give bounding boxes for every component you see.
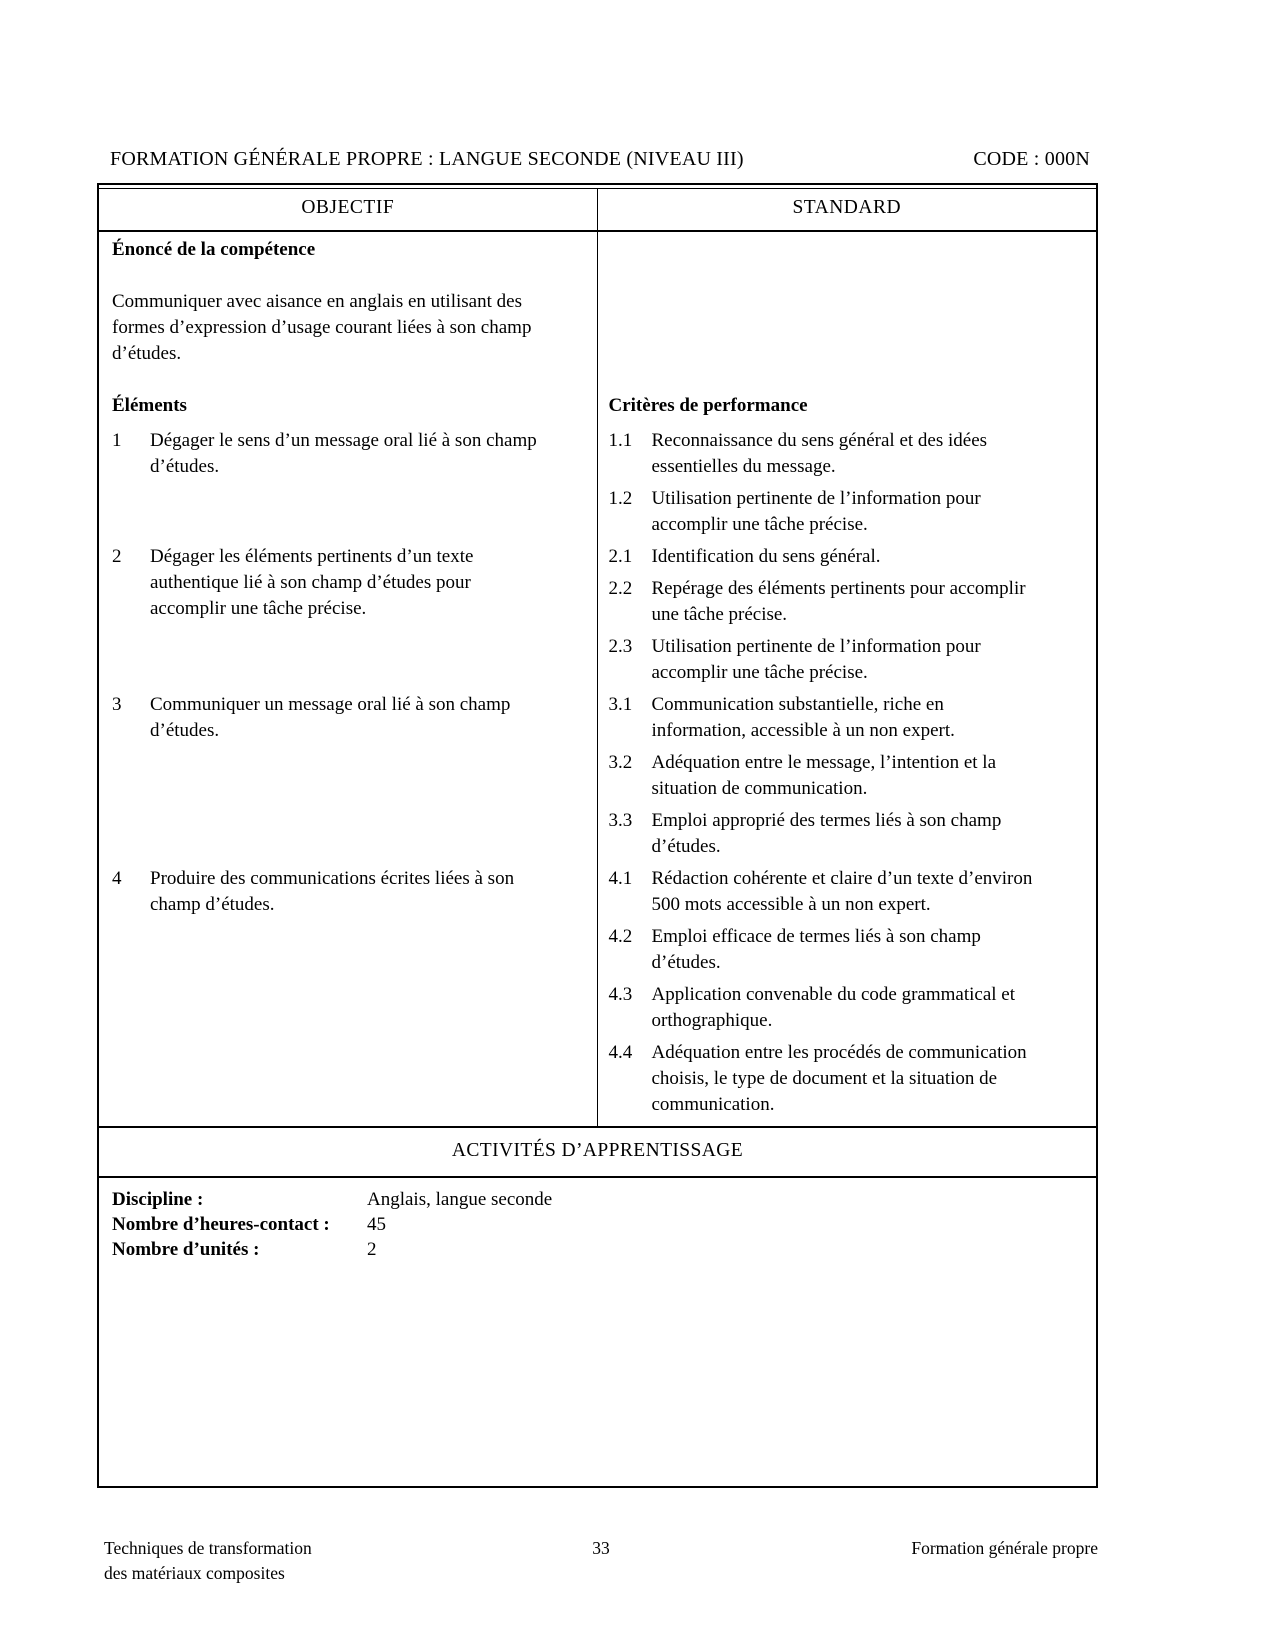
document-page — [97, 0, 1098, 1586]
criterion-number: 1.2 — [608, 488, 633, 509]
criterion-number: 1.1 — [608, 430, 633, 451]
field-value-discipline: Anglais, langue seconde — [367, 1189, 553, 1210]
criterion-item — [609, 486, 1087, 538]
criterion-text: Utilisation pertinente de l’information pour accomplir une tâche précise. — [651, 488, 981, 535]
activities-field — [112, 1237, 1082, 1262]
criterion-text: Rédaction cohérente et claire d’un texte d’environ 500 mots accessible à un non expert. — [651, 868, 1033, 915]
criterion-text: Reconnaissance du sens général et des idées essentielles du message. — [651, 430, 988, 477]
page-footer — [97, 1536, 1098, 1586]
competence-standard-empty — [598, 232, 1097, 367]
element-item — [112, 544, 583, 622]
activities-banner: ACTIVITÉS D’APPRENTISSAGE — [99, 1126, 1096, 1178]
element-group-2 — [99, 538, 1096, 686]
criterion-text: Adéquation entre les procédés de communication choisis, le type de document et la situation de communication. — [651, 1042, 1027, 1115]
table-header-row — [99, 188, 1096, 232]
field-label-discipline: Discipline : — [112, 1189, 204, 1210]
competence-heading: Énoncé de la compétence — [112, 239, 316, 260]
criteria-heading: Critères de performance — [608, 395, 808, 416]
element-text: Communiquer un message oral lié à son champ d’études. — [150, 694, 511, 741]
criterion-item — [609, 750, 1087, 802]
section-headings-row — [99, 367, 1096, 422]
criterion-item — [609, 866, 1087, 918]
field-value-heures-contact: 45 — [367, 1214, 386, 1235]
element-text: Dégager le sens d’un message oral lié à son champ d’études. — [150, 430, 537, 477]
criterion-item — [609, 544, 1087, 570]
criterion-text: Utilisation pertinente de l’information pour accomplir une tâche précise. — [651, 636, 981, 683]
page-title: FORMATION GÉNÉRALE PROPRE : LANGUE SECONDE (NIVEAU III) — [110, 148, 744, 170]
criterion-item — [609, 982, 1087, 1034]
document-header — [97, 146, 1098, 172]
element-number: 1 — [112, 430, 122, 451]
criterion-number: 3.2 — [608, 752, 633, 773]
activities-field — [112, 1187, 1082, 1212]
element-number: 4 — [112, 868, 122, 889]
elements-heading: Éléments — [112, 395, 187, 416]
footer-left — [104, 1536, 494, 1586]
criterion-item — [609, 1040, 1087, 1118]
criterion-number: 4.2 — [608, 926, 633, 947]
criterion-number: 4.4 — [608, 1042, 633, 1063]
criterion-item — [609, 692, 1087, 744]
objective-standard-table — [97, 183, 1098, 1488]
element-number: 3 — [112, 694, 122, 715]
criterion-item — [609, 634, 1087, 686]
footer-left-line1: Techniques de transformation — [104, 1538, 312, 1558]
criterion-text: Application convenable du code grammatical et orthographique. — [651, 984, 1015, 1031]
competence-text: Communiquer avec aisance en anglais en utilisant des formes d’expression d’usage courant liées à son champ d’études. — [112, 291, 532, 364]
element-item — [112, 428, 583, 480]
element-number: 2 — [112, 546, 122, 567]
footer-left-line2: des matériaux composites — [104, 1563, 285, 1583]
criterion-number: 4.1 — [608, 868, 633, 889]
element-item — [112, 692, 583, 744]
page-number: 33 — [592, 1538, 610, 1558]
criterion-text: Adéquation entre le message, l’intention et la situation de communication. — [651, 752, 997, 799]
criterion-number: 4.3 — [608, 984, 633, 1005]
field-value-unites: 2 — [367, 1239, 377, 1260]
activities-field — [112, 1212, 1082, 1237]
element-group-3 — [99, 686, 1096, 860]
criterion-text: Repérage des éléments pertinents pour accomplir une tâche précise. — [651, 578, 1026, 625]
criterion-number: 3.3 — [608, 810, 633, 831]
field-label-unites: Nombre d’unités : — [112, 1239, 260, 1260]
element-group-1 — [99, 422, 1096, 538]
criterion-number: 2.3 — [608, 636, 633, 657]
criterion-text: Emploi efficace de termes liés à son champ d’études. — [651, 926, 981, 973]
criterion-number: 2.1 — [608, 546, 633, 567]
code-label: CODE : 000N — [973, 148, 1090, 170]
activities-section — [99, 1178, 1096, 1486]
criterion-number: 3.1 — [608, 694, 633, 715]
field-label-heures-contact: Nombre d’heures-contact : — [112, 1214, 330, 1235]
criterion-item — [609, 576, 1087, 628]
column-header-standard: STANDARD — [792, 197, 902, 218]
criterion-text: Emploi approprié des termes liés à son champ d’études. — [651, 810, 1002, 857]
criterion-text: Identification du sens général. — [651, 546, 881, 567]
element-text: Dégager les éléments pertinents d’un texte authentique lié à son champ d’études pour accomplir une tâche précise. — [150, 546, 474, 619]
criterion-item — [609, 924, 1087, 976]
element-text: Produire des communications écrites liées à son champ d’études. — [150, 868, 515, 915]
competence-row — [99, 232, 1096, 367]
criterion-item — [609, 428, 1087, 480]
criterion-number: 2.2 — [608, 578, 633, 599]
footer-right: Formation générale propre — [911, 1538, 1098, 1558]
element-item — [112, 866, 583, 918]
criterion-item — [609, 808, 1087, 860]
criterion-text: Communication substantielle, riche en information, accessible à un non expert. — [651, 694, 955, 741]
element-group-4 — [99, 860, 1096, 1126]
column-header-objectif: OBJECTIF — [99, 189, 598, 230]
